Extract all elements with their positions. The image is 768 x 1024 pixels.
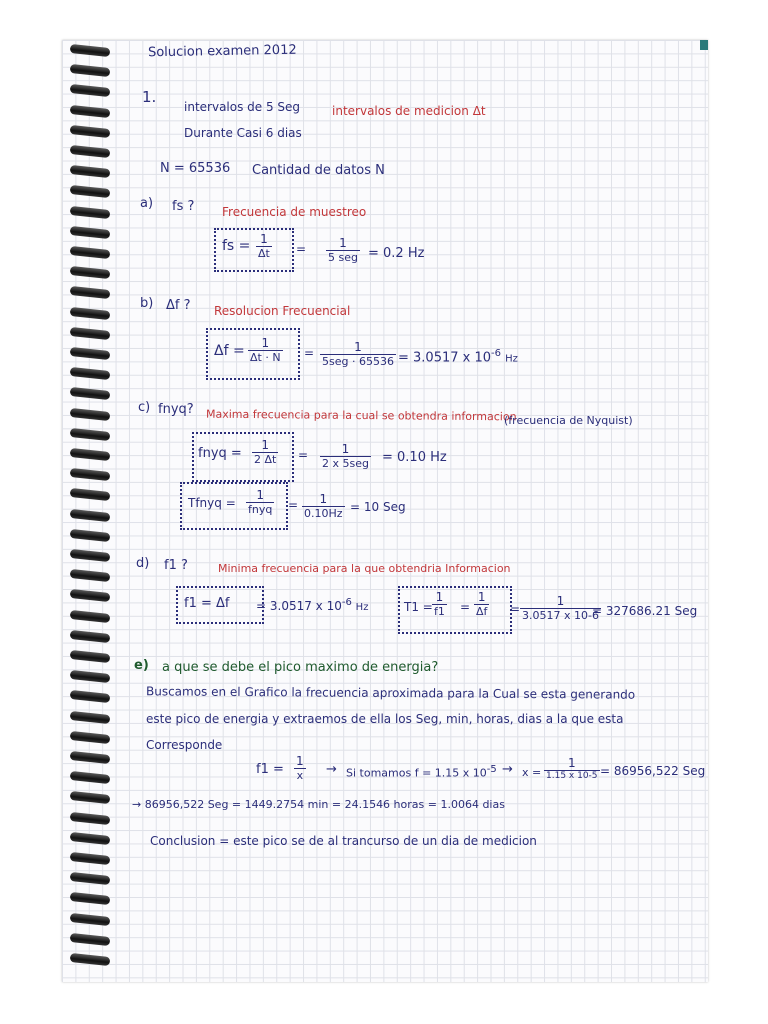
spiral-ring: [70, 105, 111, 118]
spiral-ring: [70, 650, 111, 663]
spiral-binding: [62, 40, 114, 980]
section-a-fraction-1: [256, 232, 272, 260]
section-e-line-3: Corresponde: [146, 738, 223, 752]
section-b-fraction-2: [320, 340, 396, 368]
section-c-period-result: = 10 Seg: [350, 500, 406, 514]
assumption-exponent: -5: [486, 764, 497, 775]
section-b-title: Resolucion Frecuencial: [214, 304, 351, 318]
section-c-period-fraction-1: [246, 488, 274, 516]
section-c-lhs: fnyq =: [198, 446, 242, 461]
spiral-ring: [70, 327, 111, 340]
spiral-ring: [70, 64, 111, 77]
fraction-denominator: 0.10Hz: [304, 507, 343, 520]
spiral-ring: [70, 852, 111, 865]
spiral-ring: [70, 751, 111, 764]
fraction-numerator: 1: [248, 336, 283, 351]
result-unit: Hz: [505, 353, 518, 365]
section-b-result: [398, 348, 518, 365]
fraction-numerator: 1: [296, 754, 304, 768]
section-b-fraction-1: [248, 336, 283, 364]
q1-n-value: N = 65536: [160, 161, 231, 176]
spiral-ring: [70, 569, 111, 582]
spiral-ring: [70, 165, 111, 178]
spiral-ring: [70, 367, 111, 380]
section-c-fraction-2: [320, 442, 371, 470]
spiral-ring: [70, 812, 111, 825]
section-d-lhs: f1 = Δf: [184, 596, 230, 611]
equals-sign: =: [298, 448, 309, 462]
spiral-ring: [70, 125, 111, 138]
fraction-numerator: 1: [544, 756, 600, 771]
section-a-lhs: fs =: [222, 238, 251, 254]
fraction-denominator: 2 x 5seg: [322, 457, 369, 470]
section-d-period-lhs: T1 =: [404, 600, 433, 614]
equals-sign: =: [510, 602, 521, 616]
spiral-ring: [70, 488, 111, 501]
fraction-numerator: 1: [246, 488, 274, 503]
section-d-label: d): [136, 556, 150, 571]
spiral-ring: [70, 347, 111, 360]
section-e-title: a que se debe el pico maximo de energia?: [162, 660, 439, 675]
section-a-fraction-2: [326, 236, 360, 264]
section-c-nyquist-note: (frecuencia de Nyquist): [504, 414, 633, 427]
result-unit: Hz: [355, 602, 369, 613]
spiral-ring: [70, 246, 111, 259]
fraction-numerator: 1: [474, 590, 489, 605]
section-c-result: = 0.10 Hz: [382, 450, 447, 465]
fraction-denominator: fnyq: [248, 503, 273, 516]
equals-sign: =: [460, 600, 471, 614]
spiral-ring: [70, 387, 111, 400]
fraction-denominator: x: [296, 769, 304, 782]
fraction-numerator: 1: [302, 492, 345, 507]
page-corner-tab: [700, 40, 708, 50]
section-e-line-2: este pico de energia y extraemos de ella los Seg, min, horas, dias a la que esta: [146, 712, 624, 726]
arrow-icon: →: [502, 762, 513, 777]
spiral-ring: [70, 670, 111, 683]
equals-sign: =: [304, 346, 315, 360]
spiral-ring: [70, 468, 111, 481]
section-a-symbol: fs ?: [172, 199, 195, 214]
spiral-ring: [70, 892, 111, 905]
fraction-numerator: 1: [520, 594, 601, 609]
q1-measurement-interval-text: intervalos de medicion Δt: [332, 104, 486, 118]
section-b-label: b): [140, 296, 154, 311]
spiral-ring: [70, 872, 111, 885]
spiral-ring: [70, 286, 111, 299]
section-e-formula-lhs: f1 =: [256, 762, 284, 777]
section-d-period-result: = 327686.21 Seg: [592, 604, 698, 618]
spiral-ring: [70, 145, 111, 158]
arrow-icon: →: [326, 762, 337, 777]
section-e-formula-fraction: [294, 754, 306, 782]
fraction-denominator: 2 Δt: [254, 453, 277, 466]
spiral-ring: [70, 206, 111, 219]
section-b-lhs: Δf =: [214, 343, 245, 359]
section-a-result: = 0.2 Hz: [368, 246, 425, 261]
spiral-ring: [70, 589, 111, 602]
spiral-ring: [70, 771, 111, 784]
result-exponent: -6: [341, 597, 352, 608]
result-value: = 3.0517 x 10: [398, 350, 492, 366]
equals-sign: =: [288, 498, 299, 512]
spiral-ring: [70, 791, 111, 804]
section-d-period-fraction-3: [520, 594, 601, 622]
section-c-fraction-1: [252, 438, 278, 466]
fraction-numerator: 1: [252, 438, 278, 453]
spiral-ring: [70, 448, 111, 461]
q1-n-description: Cantidad de datos N: [252, 163, 385, 178]
section-a-title: Frecuencia de muestreo: [222, 205, 367, 219]
section-e-label: e): [134, 658, 149, 673]
fraction-numerator: 1: [432, 590, 447, 605]
section-d-period-fraction-1: [432, 590, 447, 618]
section-c-label: c): [138, 400, 151, 415]
result-exponent: -6: [491, 348, 501, 359]
spiral-ring: [70, 630, 111, 643]
section-e-conclusion: Conclusion = este pico se de al trancurso de un dia de medicion: [150, 834, 537, 848]
section-d-title: Minima frecuencia para la que obtendria Informacion: [218, 562, 511, 575]
fraction-denominator: Δt · N: [250, 351, 281, 364]
spiral-ring: [70, 428, 111, 441]
spiral-ring: [70, 610, 111, 623]
spiral-ring: [70, 549, 111, 562]
fraction-numerator: 1: [256, 232, 272, 247]
section-e-assumption: [346, 764, 497, 780]
section-c-period-fraction-2: [302, 492, 345, 520]
spiral-ring: [70, 84, 111, 97]
fraction-denominator: 1.15 x 10-5: [546, 771, 598, 781]
fraction-numerator: 1: [320, 340, 396, 355]
fraction-numerator: 1: [320, 442, 371, 457]
section-c-title: Maxima frecuencia para la cual se obtendra informacion: [205, 407, 517, 424]
section-c-symbol: fnyq?: [158, 402, 194, 417]
spiral-ring: [70, 953, 111, 966]
section-d-result: [256, 597, 368, 613]
section-e-x-result: = 86956,522 Seg: [600, 764, 706, 778]
spiral-ring: [70, 408, 111, 421]
section-c-period-lhs: Tfnyq =: [188, 496, 236, 510]
section-e-line-1: Buscamos en el Grafico la frecuencia aproximada para la Cual se esta generando: [145, 684, 636, 702]
section-e-x-lhs: x =: [522, 766, 542, 779]
spiral-ring: [70, 185, 111, 198]
spiral-ring: [70, 509, 111, 522]
fraction-denominator: 5 seg: [328, 251, 358, 264]
spiral-ring: [70, 832, 111, 845]
equals-sign: =: [296, 242, 307, 256]
fraction-denominator: f1: [434, 605, 445, 618]
section-e-x-fraction: [544, 756, 600, 781]
assumption-value: Si tomamos f = 1.15 x 10: [346, 766, 487, 780]
section-d-symbol: f1 ?: [164, 558, 188, 573]
page-title: Solucion examen 2012: [147, 42, 297, 61]
spiral-ring: [70, 266, 111, 279]
spiral-ring: [70, 44, 111, 57]
q1-duration-text: Durante Casi 6 dias: [184, 126, 302, 140]
fraction-denominator: Δf: [476, 605, 488, 618]
section-b-symbol: Δf ?: [166, 298, 191, 313]
fraction-denominator: Δt: [258, 247, 270, 260]
spiral-ring: [70, 226, 111, 239]
spiral-ring: [70, 711, 111, 724]
spiral-ring: [70, 933, 111, 946]
section-d-period-fraction-2: [474, 590, 489, 618]
q1-interval-text: intervalos de 5 Seg: [184, 100, 301, 114]
question-number: 1.: [142, 88, 157, 106]
spiral-ring: [70, 529, 111, 542]
spiral-ring: [70, 913, 111, 926]
fraction-denominator: 5seg · 65536: [322, 355, 394, 368]
spiral-ring: [70, 690, 111, 703]
fraction-denominator: 3.0517 x 10-6: [522, 609, 599, 622]
section-e-conversion: → 86956,522 Seg = 1449.2754 min = 24.1546 horas = 1.0064 dias: [132, 798, 505, 811]
result-value: = 3.0517 x 10: [256, 599, 342, 613]
fraction-numerator: 1: [326, 236, 360, 251]
section-a-label: a): [140, 196, 154, 211]
spiral-ring: [70, 307, 111, 320]
spiral-ring: [70, 731, 111, 744]
